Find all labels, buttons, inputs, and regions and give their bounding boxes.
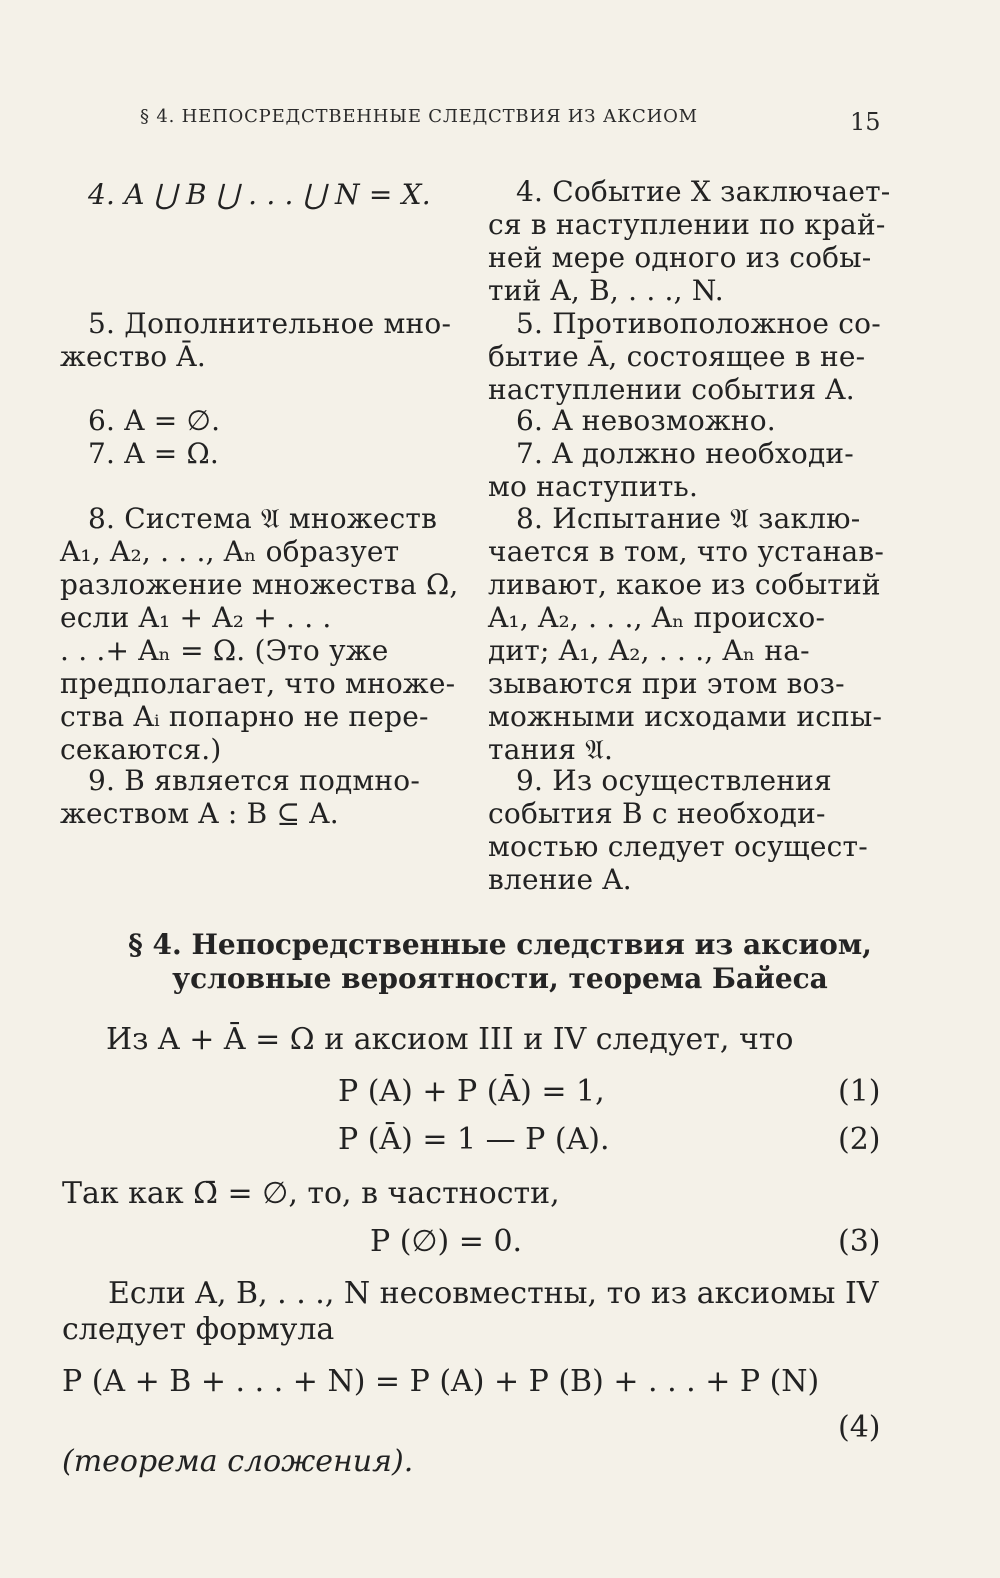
- equation-2-number: (2): [838, 1122, 881, 1157]
- right-item-4: [488, 175, 891, 307]
- right-item-7-line-1: 7. A должно необходи-: [516, 437, 854, 470]
- right-item-9: [488, 764, 880, 896]
- since-text: Так как Ω̄ = ∅, то, в частности,: [62, 1176, 560, 1211]
- incompatible-text-2: следует формула: [62, 1312, 335, 1347]
- right-item-4-line-3: ней мере одного из собы-: [488, 241, 872, 274]
- page-number: 15: [850, 108, 881, 136]
- left-item-8-line-2: A₁, A₂, . . ., Aₙ образует: [60, 535, 400, 568]
- section-title-line-1: § 4. Непосредственные следствия из аксиом,: [128, 928, 872, 961]
- left-item-8-line-5: . . .+ Aₙ = Ω. (Это уже: [60, 634, 389, 667]
- left-item-7: [60, 437, 450, 470]
- equation-3-number: (3): [838, 1224, 881, 1259]
- right-item-8-line-4: A₁, A₂, . . ., Aₙ происхо-: [488, 601, 826, 634]
- right-item-8-line-3: ливают, какое из событий: [488, 568, 881, 601]
- right-item-8-line-5: дит; A₁, A₂, . . ., Aₙ на-: [488, 634, 810, 667]
- right-item-6-line: 6. A невозможно.: [516, 404, 776, 437]
- left-item-5-line-1: 5. Дополнительное мно-: [88, 307, 452, 340]
- left-item-8-line-3: разложение множества Ω,: [60, 568, 459, 601]
- equation-4-number: (4): [838, 1410, 881, 1445]
- right-item-9-line-2: события B с необходи-: [488, 797, 826, 830]
- theorem-name: (теорема сложения).: [62, 1444, 414, 1479]
- left-item-6: [60, 404, 450, 437]
- right-item-5-line-1: 5. Противоположное со-: [516, 307, 881, 340]
- right-item-9-line-4: вление A.: [488, 863, 632, 896]
- left-item-9-line-2: жеством A : B ⊆ A.: [60, 797, 339, 830]
- left-item-5-line-2: жество Ā.: [60, 340, 206, 373]
- left-item-9-line-1: 9. B является подмно-: [88, 764, 420, 797]
- right-item-4-line-2: ся в наступлении по край-: [488, 208, 886, 241]
- right-item-8-line-2: чается в том, что устанав-: [488, 535, 884, 568]
- left-item-6-line: 6. A = ∅.: [88, 404, 221, 437]
- right-item-5-line-3: наступлении события A.: [488, 373, 855, 406]
- left-item-8-line-4: если A₁ + A₂ + . . .: [60, 601, 332, 634]
- incompatible-text-1: Если A, B, . . ., N несовместны, то из аксиомы IV: [108, 1276, 879, 1311]
- right-item-8: [488, 502, 884, 766]
- right-item-5-line-2: бытие Ā, состоящее в не-: [488, 340, 866, 373]
- left-item-8-line-6: предполагает, что множе-: [60, 667, 456, 700]
- left-item-8-line-8: секаются.): [60, 733, 222, 766]
- right-item-6: [488, 404, 880, 437]
- left-item-8-line-1: 8. Система 𝔄 множеств: [88, 502, 438, 535]
- left-item-8-line-7: ства Aᵢ попарно не пере-: [60, 700, 429, 733]
- right-item-5: [488, 307, 880, 406]
- section-title-line-2: условные вероятности, теорема Байеса: [172, 962, 828, 995]
- right-item-4-line-1: 4. Событие X заключает-: [516, 175, 891, 208]
- left-item-4: [60, 178, 450, 211]
- left-item-5: [60, 307, 450, 373]
- right-item-9-line-3: мостью следует осущест-: [488, 830, 868, 863]
- equation-2: P (Ā) = 1 — P (A).: [338, 1122, 610, 1157]
- left-item-7-line: 7. A = Ω.: [88, 437, 220, 470]
- left-item-4-line: 4. A ⋃ B ⋃ . . . ⋃ N = X.: [88, 178, 431, 211]
- right-item-7: [488, 437, 880, 503]
- left-item-8: [60, 502, 459, 766]
- equation-1-number: (1): [838, 1074, 881, 1109]
- equation-1: P (A) + P (Ā) = 1,: [338, 1074, 605, 1109]
- right-item-8-line-8: тания 𝔄.: [488, 733, 614, 766]
- equation-3: P (∅) = 0.: [370, 1224, 523, 1259]
- section-title: [100, 928, 900, 996]
- left-item-9: [60, 764, 450, 830]
- equation-4: P (A + B + . . . + N) = P (A) + P (B) + . . . + P (N): [62, 1364, 820, 1399]
- running-header: § 4. НЕПОСРЕДСТВЕННЫЕ СЛЕДСТВИЯ ИЗ АКСИОМ: [140, 106, 698, 127]
- right-item-4-line-4: тий A, B, . . ., N.: [488, 274, 724, 307]
- right-item-9-line-1: 9. Из осуществления: [516, 764, 832, 797]
- right-item-7-line-2: мо наступить.: [488, 470, 699, 503]
- intro-text: Из A + Ā = Ω и аксиом III и IV следует, что: [106, 1022, 794, 1057]
- right-item-8-line-1: 8. Испытание 𝔄 заклю-: [516, 502, 861, 535]
- right-item-8-line-6: зываются при этом воз-: [488, 667, 845, 700]
- right-item-8-line-7: можными исходами испы-: [488, 700, 883, 733]
